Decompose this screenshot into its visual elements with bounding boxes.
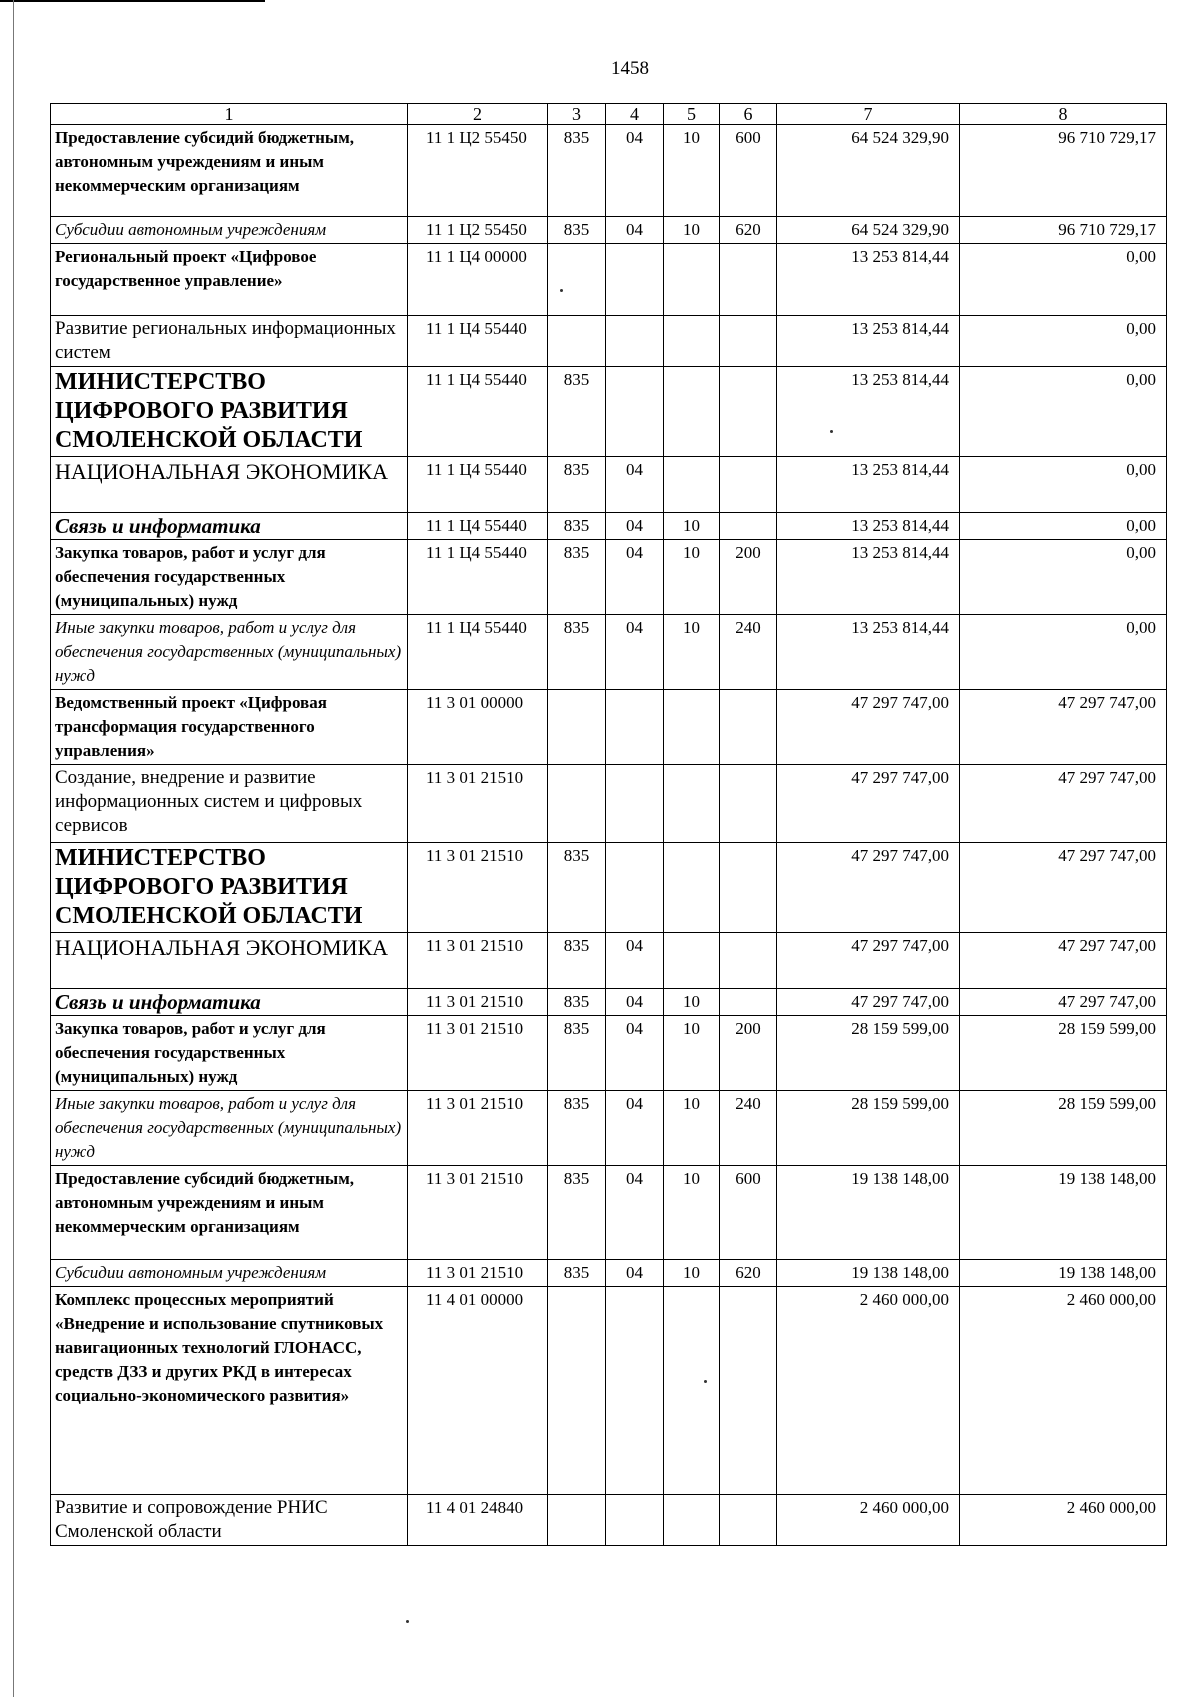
code-rz bbox=[606, 1495, 664, 1546]
amount-year-2: 47 297 747,00 bbox=[960, 690, 1167, 765]
code-grbs bbox=[548, 1287, 606, 1495]
table-row bbox=[51, 316, 1167, 367]
table-header-row bbox=[51, 104, 1167, 125]
table-row bbox=[51, 690, 1167, 765]
code-rz bbox=[606, 244, 664, 316]
code-pr bbox=[664, 765, 720, 843]
code-vr: 620 bbox=[720, 217, 777, 244]
amount-year-1: 19 138 148,00 bbox=[777, 1260, 960, 1287]
amount-year-2: 47 297 747,00 bbox=[960, 843, 1167, 933]
scan-left-edge bbox=[13, 0, 14, 1697]
header-cell: 5 bbox=[664, 104, 720, 125]
amount-year-2: 96 710 729,17 bbox=[960, 125, 1167, 217]
row-name: Закупка товаров, работ и услуг для обеспечения государственных (муниципальных) нужд bbox=[51, 1016, 408, 1091]
amount-year-2: 47 297 747,00 bbox=[960, 765, 1167, 843]
table-row bbox=[51, 1016, 1167, 1091]
row-name: Связь и информатика bbox=[51, 513, 408, 540]
amount-year-2: 96 710 729,17 bbox=[960, 217, 1167, 244]
header-cell: 3 bbox=[548, 104, 606, 125]
table-row bbox=[51, 217, 1167, 244]
code-rz bbox=[606, 690, 664, 765]
row-name: Субсидии автономным учреждениям bbox=[51, 217, 408, 244]
code-grbs: 835 bbox=[548, 540, 606, 615]
code-csr: 11 1 Ц4 55440 bbox=[408, 316, 548, 367]
amount-year-1: 13 253 814,44 bbox=[777, 367, 960, 457]
row-name: Субсидии автономным учреждениям bbox=[51, 1260, 408, 1287]
table-row bbox=[51, 1166, 1167, 1260]
header-cell: 6 bbox=[720, 104, 777, 125]
code-grbs: 835 bbox=[548, 1166, 606, 1260]
code-csr: 11 3 01 21510 bbox=[408, 843, 548, 933]
row-name: Развитие и сопровождение РНИС Смоленской области bbox=[51, 1495, 408, 1546]
code-vr: 620 bbox=[720, 1260, 777, 1287]
code-rz bbox=[606, 367, 664, 457]
row-name: Создание, внедрение и развитие информационных систем и цифровых сервисов bbox=[51, 765, 408, 843]
code-pr bbox=[664, 244, 720, 316]
amount-year-2: 0,00 bbox=[960, 513, 1167, 540]
row-name: Закупка товаров, работ и услуг для обеспечения государственных (муниципальных) нужд bbox=[51, 540, 408, 615]
amount-year-1: 13 253 814,44 bbox=[777, 540, 960, 615]
scan-speck bbox=[830, 430, 833, 433]
row-name: Комплекс процессных мероприятий «Внедрение и использование спутниковых навигационных технологий ГЛОНАСС, средств ДЗЗ и других РКД в интересах социально-экономического развития» bbox=[51, 1287, 408, 1495]
code-pr bbox=[664, 1495, 720, 1546]
code-pr bbox=[664, 690, 720, 765]
code-pr bbox=[664, 457, 720, 513]
amount-year-1: 2 460 000,00 bbox=[777, 1495, 960, 1546]
table-row bbox=[51, 1260, 1167, 1287]
code-csr: 11 1 Ц2 55450 bbox=[408, 217, 548, 244]
row-name: Иные закупки товаров, работ и услуг для обеспечения государственных (муниципальных) нужд bbox=[51, 615, 408, 690]
table-row bbox=[51, 615, 1167, 690]
code-csr: 11 4 01 00000 bbox=[408, 1287, 548, 1495]
code-csr: 11 3 01 21510 bbox=[408, 765, 548, 843]
amount-year-2: 2 460 000,00 bbox=[960, 1495, 1167, 1546]
code-grbs: 835 bbox=[548, 1260, 606, 1287]
code-csr: 11 1 Ц2 55450 bbox=[408, 125, 548, 217]
scan-top-rule bbox=[0, 0, 265, 2]
amount-year-1: 47 297 747,00 bbox=[777, 843, 960, 933]
amount-year-1: 28 159 599,00 bbox=[777, 1016, 960, 1091]
code-rz bbox=[606, 843, 664, 933]
header-cell: 1 bbox=[51, 104, 408, 125]
code-vr bbox=[720, 690, 777, 765]
code-csr: 11 1 Ц4 55440 bbox=[408, 457, 548, 513]
code-vr bbox=[720, 513, 777, 540]
code-pr: 10 bbox=[664, 513, 720, 540]
row-name: Ведомственный проект «Цифровая трансформация государственного управления» bbox=[51, 690, 408, 765]
row-name: Иные закупки товаров, работ и услуг для обеспечения государственных (муниципальных) нужд bbox=[51, 1091, 408, 1166]
code-grbs bbox=[548, 1495, 606, 1546]
code-grbs: 835 bbox=[548, 1091, 606, 1166]
code-vr bbox=[720, 933, 777, 989]
code-pr bbox=[664, 1287, 720, 1495]
row-name: Развитие региональных информационных систем bbox=[51, 316, 408, 367]
code-rz bbox=[606, 1287, 664, 1495]
amount-year-1: 47 297 747,00 bbox=[777, 933, 960, 989]
scan-speck bbox=[704, 1380, 707, 1383]
amount-year-2: 19 138 148,00 bbox=[960, 1166, 1167, 1260]
code-rz: 04 bbox=[606, 125, 664, 217]
row-name: НАЦИОНАЛЬНАЯ ЭКОНОМИКА bbox=[51, 457, 408, 513]
code-rz: 04 bbox=[606, 615, 664, 690]
code-rz: 04 bbox=[606, 1091, 664, 1166]
amount-year-1: 28 159 599,00 bbox=[777, 1091, 960, 1166]
code-grbs: 835 bbox=[548, 989, 606, 1016]
row-name: Региональный проект «Цифровое государственное управление» bbox=[51, 244, 408, 316]
amount-year-1: 13 253 814,44 bbox=[777, 615, 960, 690]
code-rz bbox=[606, 765, 664, 843]
amount-year-2: 0,00 bbox=[960, 540, 1167, 615]
code-pr: 10 bbox=[664, 540, 720, 615]
code-rz: 04 bbox=[606, 933, 664, 989]
code-pr: 10 bbox=[664, 989, 720, 1016]
code-csr: 11 1 Ц4 55440 bbox=[408, 615, 548, 690]
code-vr bbox=[720, 244, 777, 316]
code-vr bbox=[720, 1495, 777, 1546]
code-csr: 11 1 Ц4 55440 bbox=[408, 540, 548, 615]
code-rz: 04 bbox=[606, 513, 664, 540]
code-csr: 11 3 01 21510 bbox=[408, 933, 548, 989]
amount-year-1: 47 297 747,00 bbox=[777, 690, 960, 765]
code-grbs: 835 bbox=[548, 615, 606, 690]
amount-year-2: 28 159 599,00 bbox=[960, 1016, 1167, 1091]
table-row bbox=[51, 843, 1167, 933]
amount-year-2: 2 460 000,00 bbox=[960, 1287, 1167, 1495]
code-pr: 10 bbox=[664, 1166, 720, 1260]
table-row bbox=[51, 513, 1167, 540]
row-name: МИНИСТЕРСТВО ЦИФРОВОГО РАЗВИТИЯ СМОЛЕНСКОЙ ОБЛАСТИ bbox=[51, 843, 408, 933]
code-vr: 600 bbox=[720, 1166, 777, 1260]
code-csr: 11 3 01 21510 bbox=[408, 1016, 548, 1091]
amount-year-2: 0,00 bbox=[960, 367, 1167, 457]
code-grbs: 835 bbox=[548, 457, 606, 513]
header-cell: 7 bbox=[777, 104, 960, 125]
code-rz bbox=[606, 316, 664, 367]
table-row bbox=[51, 1091, 1167, 1166]
amount-year-2: 0,00 bbox=[960, 244, 1167, 316]
code-vr bbox=[720, 989, 777, 1016]
code-vr: 600 bbox=[720, 125, 777, 217]
code-grbs: 835 bbox=[548, 513, 606, 540]
amount-year-1: 13 253 814,44 bbox=[777, 316, 960, 367]
code-vr: 240 bbox=[720, 1091, 777, 1166]
amount-year-1: 64 524 329,90 bbox=[777, 125, 960, 217]
scan-speck bbox=[406, 1620, 409, 1623]
code-vr bbox=[720, 765, 777, 843]
amount-year-2: 19 138 148,00 bbox=[960, 1260, 1167, 1287]
amount-year-1: 47 297 747,00 bbox=[777, 765, 960, 843]
code-pr: 10 bbox=[664, 217, 720, 244]
table-row bbox=[51, 244, 1167, 316]
code-pr bbox=[664, 367, 720, 457]
code-csr: 11 3 01 21510 bbox=[408, 989, 548, 1016]
amount-year-2: 0,00 bbox=[960, 615, 1167, 690]
code-grbs bbox=[548, 316, 606, 367]
header-cell: 8 bbox=[960, 104, 1167, 125]
amount-year-2: 0,00 bbox=[960, 316, 1167, 367]
table-row bbox=[51, 765, 1167, 843]
table-row bbox=[51, 1287, 1167, 1495]
code-grbs bbox=[548, 765, 606, 843]
code-csr: 11 3 01 21510 bbox=[408, 1091, 548, 1166]
code-csr: 11 4 01 24840 bbox=[408, 1495, 548, 1546]
row-name: Предоставление субсидий бюджетным, автономным учреждениям и иным некоммерческим организациям bbox=[51, 125, 408, 217]
code-rz: 04 bbox=[606, 540, 664, 615]
table-row bbox=[51, 367, 1167, 457]
code-grbs: 835 bbox=[548, 217, 606, 244]
code-pr: 10 bbox=[664, 1091, 720, 1166]
code-vr: 200 bbox=[720, 540, 777, 615]
amount-year-1: 13 253 814,44 bbox=[777, 513, 960, 540]
code-csr: 11 3 01 21510 bbox=[408, 1260, 548, 1287]
amount-year-1: 2 460 000,00 bbox=[777, 1287, 960, 1495]
code-grbs: 835 bbox=[548, 367, 606, 457]
code-csr: 11 1 Ц4 00000 bbox=[408, 244, 548, 316]
header-cell: 4 bbox=[606, 104, 664, 125]
code-pr bbox=[664, 843, 720, 933]
code-vr bbox=[720, 1287, 777, 1495]
code-rz: 04 bbox=[606, 1166, 664, 1260]
code-csr: 11 1 Ц4 55440 bbox=[408, 513, 548, 540]
code-vr: 240 bbox=[720, 615, 777, 690]
code-csr: 11 1 Ц4 55440 bbox=[408, 367, 548, 457]
row-name: МИНИСТЕРСТВО ЦИФРОВОГО РАЗВИТИЯ СМОЛЕНСКОЙ ОБЛАСТИ bbox=[51, 367, 408, 457]
code-vr bbox=[720, 367, 777, 457]
code-csr: 11 3 01 21510 bbox=[408, 1166, 548, 1260]
code-pr bbox=[664, 316, 720, 367]
code-pr bbox=[664, 933, 720, 989]
code-grbs: 835 bbox=[548, 125, 606, 217]
table-row bbox=[51, 933, 1167, 989]
amount-year-1: 47 297 747,00 bbox=[777, 989, 960, 1016]
table-row bbox=[51, 1495, 1167, 1546]
amount-year-1: 13 253 814,44 bbox=[777, 457, 960, 513]
amount-year-1: 19 138 148,00 bbox=[777, 1166, 960, 1260]
amount-year-2: 47 297 747,00 bbox=[960, 989, 1167, 1016]
code-rz: 04 bbox=[606, 1016, 664, 1091]
code-pr: 10 bbox=[664, 1260, 720, 1287]
code-csr: 11 3 01 00000 bbox=[408, 690, 548, 765]
code-grbs bbox=[548, 244, 606, 316]
code-rz: 04 bbox=[606, 1260, 664, 1287]
code-rz: 04 bbox=[606, 217, 664, 244]
amount-year-2: 0,00 bbox=[960, 457, 1167, 513]
code-pr: 10 bbox=[664, 1016, 720, 1091]
page-number: 1458 bbox=[611, 58, 649, 79]
row-name: Связь и информатика bbox=[51, 989, 408, 1016]
code-rz: 04 bbox=[606, 989, 664, 1016]
amount-year-2: 28 159 599,00 bbox=[960, 1091, 1167, 1166]
code-grbs: 835 bbox=[548, 933, 606, 989]
code-vr bbox=[720, 457, 777, 513]
budget-table bbox=[50, 103, 1167, 1546]
table-row bbox=[51, 457, 1167, 513]
row-name: Предоставление субсидий бюджетным, автономным учреждениям и иным некоммерческим организациям bbox=[51, 1166, 408, 1260]
amount-year-1: 64 524 329,90 bbox=[777, 217, 960, 244]
amount-year-1: 13 253 814,44 bbox=[777, 244, 960, 316]
row-name: НАЦИОНАЛЬНАЯ ЭКОНОМИКА bbox=[51, 933, 408, 989]
code-vr bbox=[720, 843, 777, 933]
code-vr: 200 bbox=[720, 1016, 777, 1091]
code-grbs: 835 bbox=[548, 843, 606, 933]
code-pr: 10 bbox=[664, 125, 720, 217]
table-row bbox=[51, 125, 1167, 217]
table-row bbox=[51, 989, 1167, 1016]
header-cell: 2 bbox=[408, 104, 548, 125]
code-grbs: 835 bbox=[548, 1016, 606, 1091]
amount-year-2: 47 297 747,00 bbox=[960, 933, 1167, 989]
scan-speck bbox=[560, 289, 563, 292]
table-row bbox=[51, 540, 1167, 615]
code-grbs bbox=[548, 690, 606, 765]
code-pr: 10 bbox=[664, 615, 720, 690]
code-vr bbox=[720, 316, 777, 367]
code-rz: 04 bbox=[606, 457, 664, 513]
